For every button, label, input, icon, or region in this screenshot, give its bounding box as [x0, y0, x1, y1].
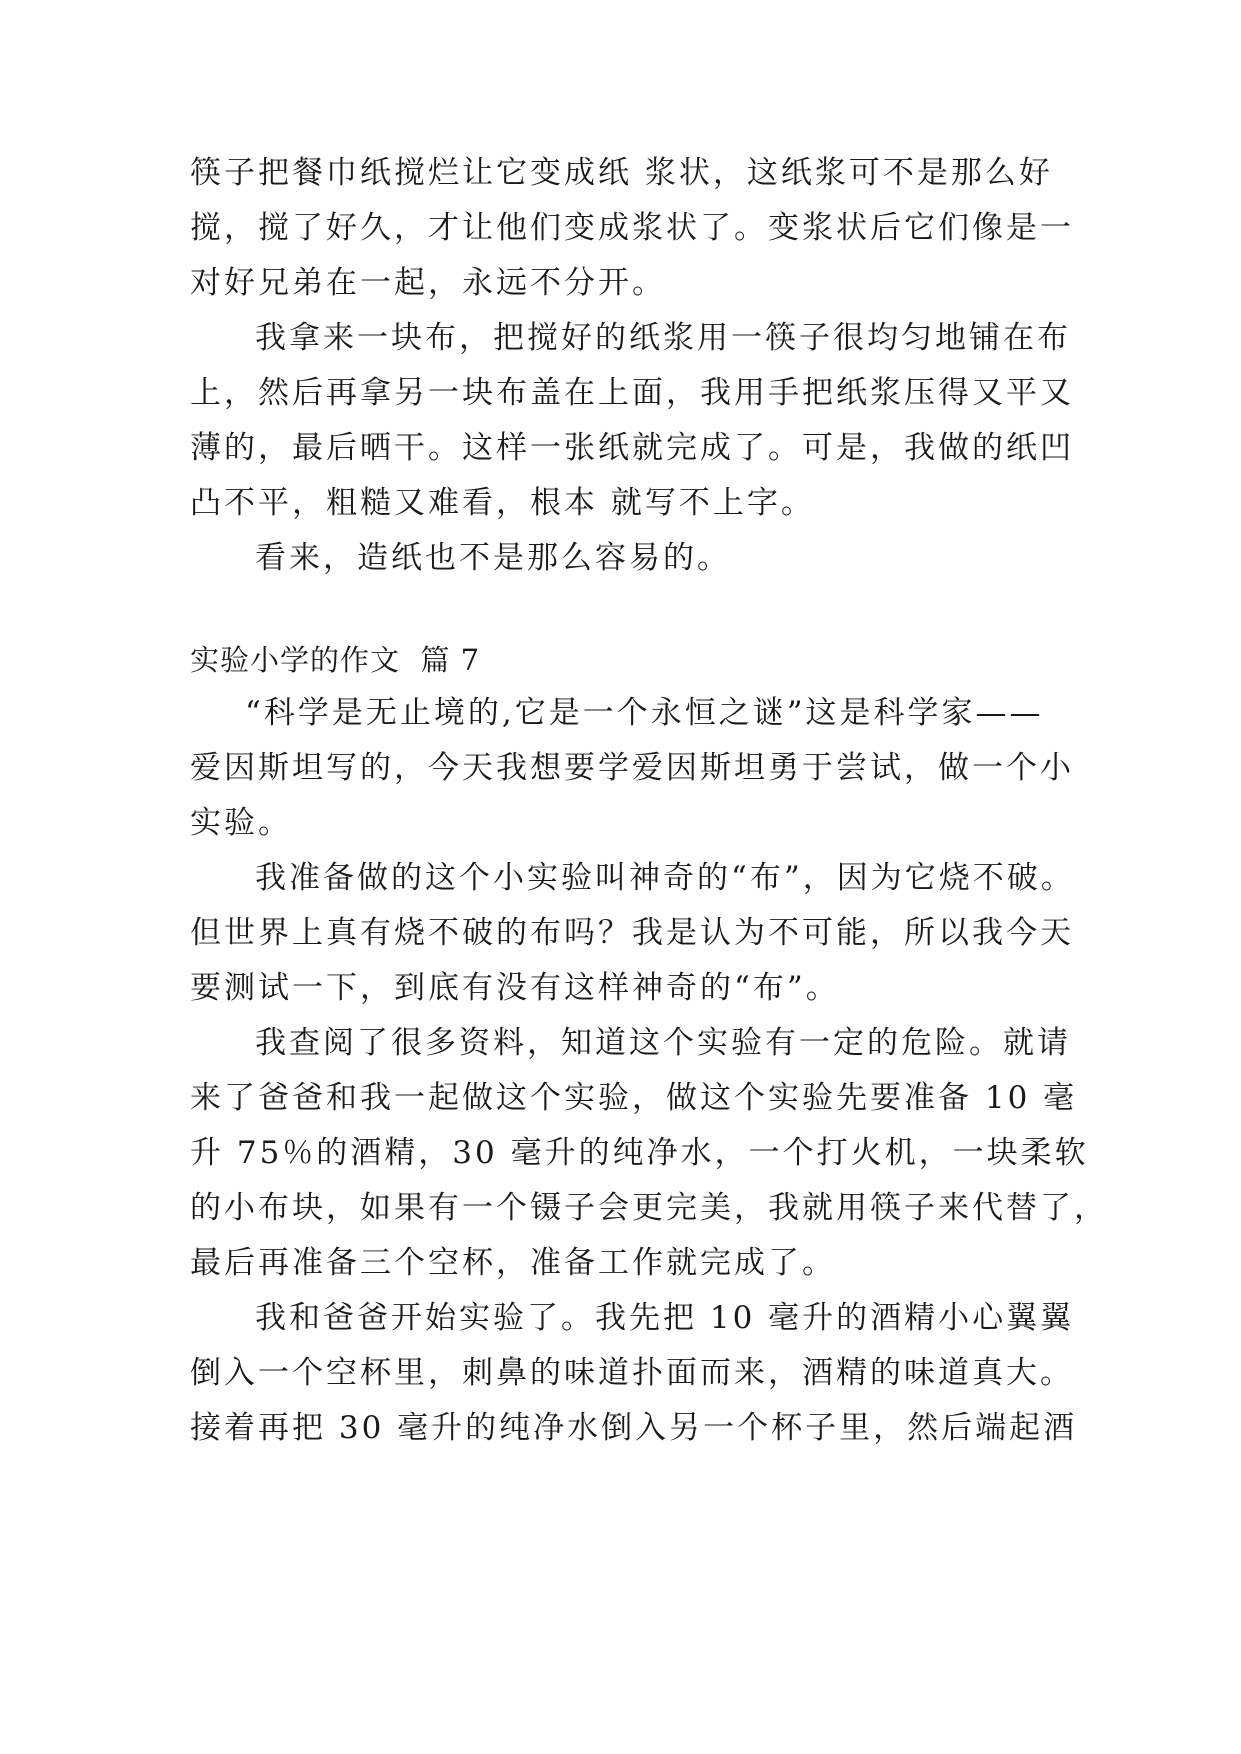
text-line: 但世界上真有烧不破的布吗？我是认为不可能，所以我今天: [190, 915, 1074, 951]
text-line: 我拿来一块布，把搅好的纸浆用一筷子很均匀地铺在布: [255, 320, 1071, 356]
text-line: 薄的，最后晒干。这样一张纸就完成了。可是，我做的纸凹: [190, 430, 1074, 466]
text-line: 要测试一下，到底有没有这样神奇的“布”。: [190, 970, 840, 1006]
text-line: 的小布块，如果有一个镊子会更完美，我就用筷子来代替了，: [190, 1190, 1108, 1226]
text-line: 凸不平，粗糙又难看，根本 就写不上字。: [190, 485, 815, 521]
text-line: 接着再把 30 毫升的纯净水倒入另一个杯子里，然后端起酒: [190, 1410, 1078, 1446]
text-line: 我查阅了很多资料，知道这个实验有一定的危险。就请: [255, 1025, 1071, 1061]
text-line: 最后再准备三个空杯，准备工作就完成了。: [190, 1245, 836, 1281]
text-line: 实验。: [190, 805, 292, 841]
text-line: 筷子把餐巾纸搅烂让它变成纸 浆状，这纸浆可不是那么好: [190, 155, 1053, 191]
text-line: 对好兄弟在一起，永远不分开。: [190, 265, 666, 301]
text-line: 我准备做的这个小实验叫神奇的“布”，因为它烧不破。: [255, 860, 1075, 896]
text-line: 我和爸爸开始实验了。我先把 10 毫升的酒精小心翼翼: [255, 1300, 1075, 1336]
section-title: 实验小学的作文 篇 7: [190, 643, 481, 677]
text-line: 倒入一个空杯里，刺鼻的味道扑面而来，酒精的味道真大。: [190, 1355, 1074, 1391]
text-line: 上，然后再拿另一块布盖在上面，我用手把纸浆压得又平又: [190, 375, 1074, 411]
text-line: 看来，造纸也不是那么容易的。: [255, 540, 731, 576]
text-line: 来了爸爸和我一起做这个实验，做这个实验先要准备 10 毫: [190, 1080, 1078, 1116]
text-line: 爱因斯坦写的，今天我想要学爱因斯坦勇于尝试，做一个小: [190, 750, 1074, 786]
text-line: “科学是无止境的,它是一个永恒之谜”这是科学家——: [245, 695, 1044, 731]
text-line: 升 75％的酒精，30 毫升的纯净水，一个打火机，一块柔软: [190, 1135, 1089, 1171]
text-line: 搅，搅了好久，才让他们变成浆状了。变浆状后它们像是一: [190, 210, 1074, 246]
